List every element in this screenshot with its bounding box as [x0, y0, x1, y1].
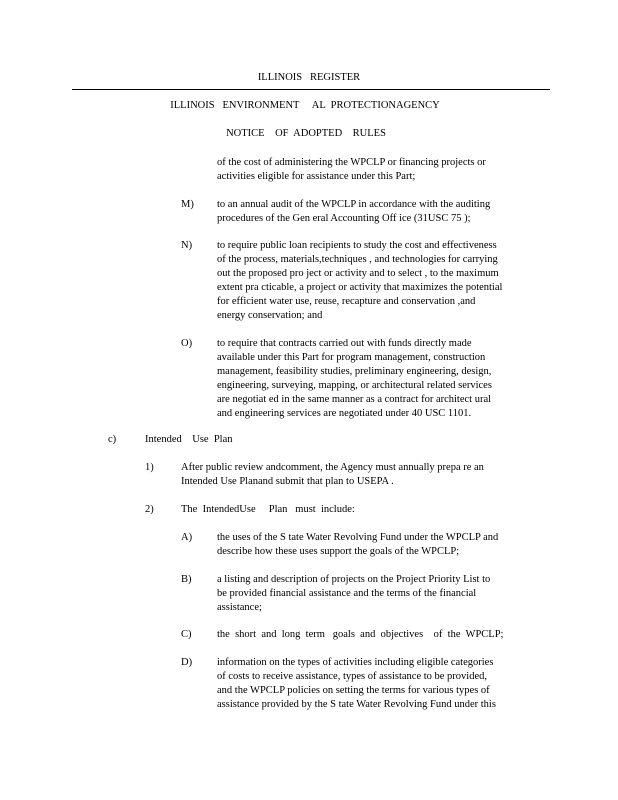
sub-item-label-2: 2) [145, 504, 154, 515]
paragraph-line: available under this Part for program management, construction [217, 352, 486, 363]
paragraph-line: After public review andcomment, the Agency must annually prepa re an [181, 462, 484, 473]
sub-sub-item-text-a [217, 531, 533, 559]
paragraph-line: energy conservation; and [217, 310, 323, 321]
paragraph-line: procedures of the Gen eral Accounting Off ice (31USC 75 ); [217, 213, 471, 224]
sub-item-text-1 [181, 461, 529, 489]
item-text-m [217, 198, 527, 226]
paragraph-line: for efficient water use, reuse, recapture and conservation ,and [217, 296, 476, 307]
paragraph-line: the uses of the S tate Water Revolving Fund under the WPCLP and [217, 532, 499, 543]
paragraph-line: and engineering services are negotiated under 40 USC 1101. [217, 408, 472, 419]
paragraph-line: describe how these uses support the goals of the WPCLP; [217, 546, 460, 557]
paragraph-line: to require public loan recipients to study the cost and effectiveness [217, 240, 497, 251]
paragraph-line: extent pra cticable, a project or activity that maximizes the potential [217, 282, 503, 293]
paragraph-line: a listing and description of projects on the Project Priority List to [217, 574, 491, 585]
paragraph-line: be provided financial assistance and the terms of the financial [217, 588, 477, 599]
item-label-o: O) [181, 338, 193, 349]
notice-title: NOTICE OF ADOPTED RULES [226, 128, 386, 139]
sub-sub-item-text-d [217, 656, 533, 712]
continuation-paragraph [217, 156, 527, 184]
section-title-c: Intended Use Plan [145, 434, 233, 445]
paragraph-line: and the WPCLP policies on setting the terms for various types of [217, 685, 490, 696]
paragraph-line: to an annual audit of the WPCLP in accordance with the auditing [217, 199, 491, 210]
paragraph-line: assistance; [217, 602, 262, 613]
register-title: ILLINOIS REGISTER [257, 72, 361, 83]
item-label-n: N) [181, 240, 193, 251]
sub-item-text-2: The IntendedUse Plan must include: [181, 504, 355, 515]
item-label-m: M) [181, 199, 194, 210]
sub-sub-item-label-d: D) [181, 657, 193, 668]
section-label-c: c) [108, 434, 117, 445]
paragraph-line: of the cost of administering the WPCLP or financing projects or [217, 157, 486, 168]
header-rule [72, 89, 550, 90]
paragraph-line: activities eligible for assistance under this Part; [217, 171, 416, 182]
agency-name: ILLINOIS ENVIRONMENT AL PROTECTIONAGENCY [170, 100, 440, 111]
paragraph-line: to require that contracts carried out with funds directly made [217, 338, 472, 349]
paragraph-line: of costs to receive assistance, types of assistance to be provided, [217, 671, 488, 682]
sub-sub-item-text-c: the short and long term goals and objectives of the WPCLP; [217, 629, 504, 640]
item-text-o [217, 337, 529, 421]
paragraph-line: of the process, materials,techniques , and technologies for carrying [217, 254, 498, 265]
sub-sub-item-label-a: A) [181, 532, 193, 543]
item-text-n [217, 239, 535, 323]
paragraph-line: assistance provided by the S tate Water Revolving Fund under this [217, 699, 496, 710]
paragraph-line: engineering, surveying, mapping, or architectural related services [217, 380, 492, 391]
sub-sub-item-label-c: C) [181, 629, 192, 640]
paragraph-line: management, feasibility studies, preliminary engineering, design, [217, 366, 492, 377]
sub-item-label-1: 1) [145, 462, 154, 473]
paragraph-line: are negotiat ed in the same manner as a contract for architect ural [217, 394, 492, 405]
sub-sub-item-label-b: B) [181, 574, 192, 585]
paragraph-line: out the proposed pro ject or activity and to select , to the maximum [217, 268, 499, 279]
sub-sub-item-text-b [217, 573, 533, 615]
paragraph-line: Intended Use Planand submit that plan to USEPA . [181, 476, 394, 487]
paragraph-line: information on the types of activities including eligible categories [217, 657, 494, 668]
